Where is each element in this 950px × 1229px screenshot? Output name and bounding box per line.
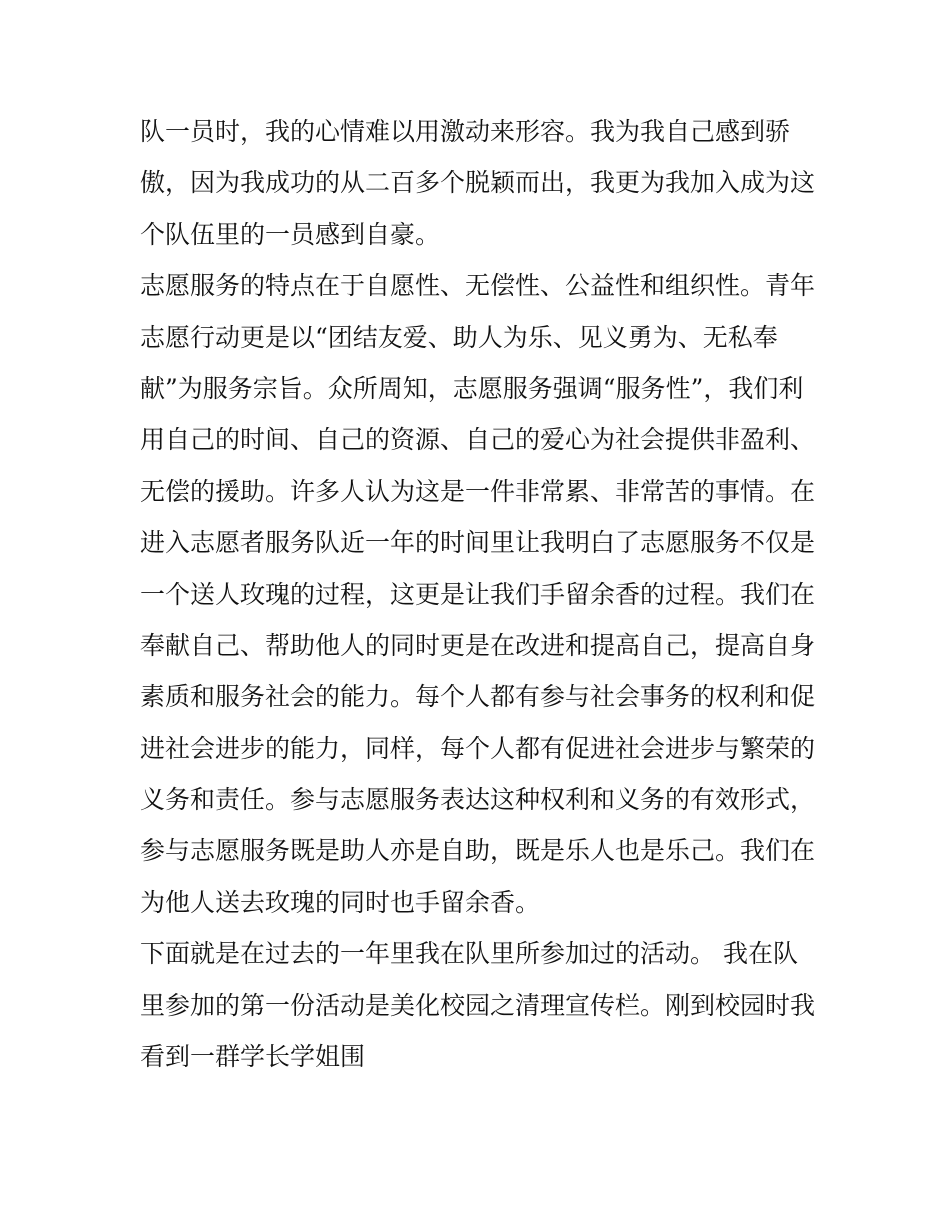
text-line: 参与志愿服务既是助人亦是自助，既是乐人也是乐己。我们在 bbox=[140, 836, 816, 866]
text-line: 无偿的援助。许多人认为这是一件非常累、非常苦的事情。在 bbox=[140, 476, 816, 506]
text-line: 用自己的时间、自己的资源、自己的爱心为社会提供非盈利、 bbox=[140, 425, 816, 455]
text-line: 志愿行动更是以“团结友爱、助人为乐、见义勇为、无私奉 bbox=[140, 322, 778, 352]
text-line: 傲，因为我成功的从二百多个脱颖而出，我更为我加入成为这 bbox=[140, 168, 816, 198]
text-line: 里参加的第一份活动是美化校园之清理宣传栏。刚到校园时我 bbox=[140, 990, 816, 1020]
text-line: 一个送人玫瑰的过程，这更是让我们手留余香的过程。我们在 bbox=[140, 579, 816, 609]
text-line: 志愿服务的特点在于自愿性、无偿性、公益性和组织性。青年 bbox=[140, 271, 816, 301]
text-line: 献”为服务宗旨。众所周知，志愿服务强调“服务性”，我们利 bbox=[140, 373, 804, 403]
text-line: 为他人送去玫瑰的同时也手留余香。 bbox=[140, 887, 541, 917]
text-line: 奉献自己、帮助他人的同时更是在改进和提高自己，提高自身 bbox=[140, 630, 816, 660]
text-line: 下面就是在过去的一年里我在队里所参加过的活动。 我在队 bbox=[140, 939, 798, 969]
text-line: 义务和责任。参与志愿服务表达这种权利和义务的有效形式， bbox=[140, 785, 816, 815]
text-line: 素质和服务社会的能力。每个人都有参与社会事务的权利和促 bbox=[140, 682, 816, 712]
text-line: 队一员时，我的心情难以用激动来形容。我为我自己感到骄 bbox=[140, 117, 791, 146]
text-line: 进入志愿者服务队近一年的时间里让我明白了志愿服务不仅是 bbox=[140, 528, 816, 558]
body-text bbox=[140, 106, 820, 1082]
text-line: 进社会进步的能力，同样，每个人都有促进社会进步与繁荣的 bbox=[140, 733, 816, 763]
text-line: 个队伍里的一员感到自豪。 bbox=[140, 219, 441, 249]
text-line: 看到一群学长学姐围 bbox=[140, 1042, 366, 1072]
